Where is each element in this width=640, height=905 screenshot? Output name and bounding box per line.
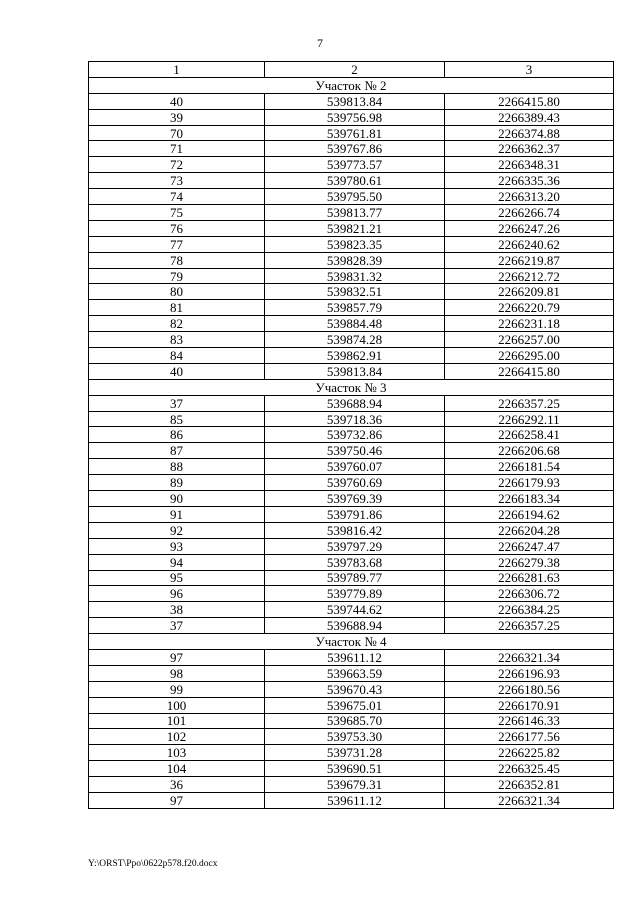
y-coordinate-cell: 2266321.34	[445, 649, 614, 665]
table-row	[89, 236, 614, 252]
x-coordinate-cell: 539611.12	[265, 649, 445, 665]
table-row	[89, 761, 614, 777]
point-number-cell: 37	[89, 395, 265, 411]
y-coordinate-cell: 2266306.72	[445, 586, 614, 602]
x-coordinate-cell: 539780.61	[265, 173, 445, 189]
y-coordinate-cell: 2266348.31	[445, 157, 614, 173]
point-number-cell: 80	[89, 284, 265, 300]
point-number-cell: 40	[89, 363, 265, 379]
point-number-cell: 97	[89, 649, 265, 665]
y-coordinate-cell: 2266170.91	[445, 697, 614, 713]
table-row	[89, 157, 614, 173]
table-row	[89, 268, 614, 284]
point-number-cell: 100	[89, 697, 265, 713]
y-coordinate-cell: 2266258.41	[445, 427, 614, 443]
table-row	[89, 332, 614, 348]
y-coordinate-cell: 2266196.93	[445, 665, 614, 681]
point-number-cell: 71	[89, 141, 265, 157]
point-number-cell: 102	[89, 729, 265, 745]
x-coordinate-cell: 539753.30	[265, 729, 445, 745]
x-coordinate-cell: 539756.98	[265, 109, 445, 125]
table-row	[89, 602, 614, 618]
table-row	[89, 125, 614, 141]
y-coordinate-cell: 2266212.72	[445, 268, 614, 284]
y-coordinate-cell: 2266183.34	[445, 491, 614, 507]
y-coordinate-cell: 2266295.00	[445, 348, 614, 364]
table-row	[89, 411, 614, 427]
table-body	[89, 77, 614, 808]
x-coordinate-cell: 539670.43	[265, 681, 445, 697]
table-row	[89, 93, 614, 109]
y-coordinate-cell: 2266240.62	[445, 236, 614, 252]
column-header: 3	[445, 62, 614, 78]
x-coordinate-cell: 539688.94	[265, 618, 445, 634]
x-coordinate-cell: 539779.89	[265, 586, 445, 602]
y-coordinate-cell: 2266279.38	[445, 554, 614, 570]
x-coordinate-cell: 539832.51	[265, 284, 445, 300]
y-coordinate-cell: 2266220.79	[445, 300, 614, 316]
table-row	[89, 745, 614, 761]
x-coordinate-cell: 539828.39	[265, 252, 445, 268]
x-coordinate-cell: 539767.86	[265, 141, 445, 157]
y-coordinate-cell: 2266180.56	[445, 681, 614, 697]
y-coordinate-cell: 2266313.20	[445, 189, 614, 205]
point-number-cell: 79	[89, 268, 265, 284]
y-coordinate-cell: 2266181.54	[445, 459, 614, 475]
table-row	[89, 284, 614, 300]
table-row	[89, 205, 614, 221]
point-number-cell: 87	[89, 443, 265, 459]
x-coordinate-cell: 539690.51	[265, 761, 445, 777]
table-row	[89, 363, 614, 379]
x-coordinate-cell: 539884.48	[265, 316, 445, 332]
y-coordinate-cell: 2266374.88	[445, 125, 614, 141]
table-row	[89, 697, 614, 713]
table-row	[89, 681, 614, 697]
x-coordinate-cell: 539821.21	[265, 220, 445, 236]
point-number-cell: 78	[89, 252, 265, 268]
x-coordinate-cell: 539791.86	[265, 506, 445, 522]
x-coordinate-cell: 539744.62	[265, 602, 445, 618]
table-row	[89, 522, 614, 538]
table-row	[89, 395, 614, 411]
table-row	[89, 586, 614, 602]
page-number: 7	[317, 36, 323, 50]
x-coordinate-cell: 539688.94	[265, 395, 445, 411]
y-coordinate-cell: 2266194.62	[445, 506, 614, 522]
y-coordinate-cell: 2266281.63	[445, 570, 614, 586]
x-coordinate-cell: 539663.59	[265, 665, 445, 681]
y-coordinate-cell: 2266177.56	[445, 729, 614, 745]
y-coordinate-cell: 2266362.37	[445, 141, 614, 157]
y-coordinate-cell: 2266247.26	[445, 220, 614, 236]
x-coordinate-cell: 539795.50	[265, 189, 445, 205]
point-number-cell: 96	[89, 586, 265, 602]
table-row	[89, 300, 614, 316]
table-row	[89, 443, 614, 459]
table-row	[89, 475, 614, 491]
x-coordinate-cell: 539679.31	[265, 777, 445, 793]
x-coordinate-cell: 539857.79	[265, 300, 445, 316]
y-coordinate-cell: 2266247.47	[445, 538, 614, 554]
table-row	[89, 777, 614, 793]
x-coordinate-cell: 539813.84	[265, 93, 445, 109]
y-coordinate-cell: 2266352.81	[445, 777, 614, 793]
x-coordinate-cell: 539718.36	[265, 411, 445, 427]
table-row	[89, 618, 614, 634]
table-row	[89, 141, 614, 157]
y-coordinate-cell: 2266415.80	[445, 363, 614, 379]
point-number-cell: 85	[89, 411, 265, 427]
point-number-cell: 81	[89, 300, 265, 316]
footer-file-path: Y:\ORST\Ppo\0622p578.f20.docx	[88, 859, 218, 869]
table-row	[89, 348, 614, 364]
x-coordinate-cell: 539813.77	[265, 205, 445, 221]
table-row	[89, 491, 614, 507]
y-coordinate-cell: 2266257.00	[445, 332, 614, 348]
y-coordinate-cell: 2266219.87	[445, 252, 614, 268]
section-title-row	[89, 634, 614, 650]
x-coordinate-cell: 539874.28	[265, 332, 445, 348]
y-coordinate-cell: 2266384.25	[445, 602, 614, 618]
table-row	[89, 554, 614, 570]
point-number-cell: 84	[89, 348, 265, 364]
point-number-cell: 91	[89, 506, 265, 522]
point-number-cell: 72	[89, 157, 265, 173]
table-row	[89, 109, 614, 125]
x-coordinate-cell: 539675.01	[265, 697, 445, 713]
y-coordinate-cell: 2266389.43	[445, 109, 614, 125]
y-coordinate-cell: 2266266.74	[445, 205, 614, 221]
point-number-cell: 75	[89, 205, 265, 221]
point-number-cell: 77	[89, 236, 265, 252]
x-coordinate-cell: 539823.35	[265, 236, 445, 252]
x-coordinate-cell: 539783.68	[265, 554, 445, 570]
table-row	[89, 173, 614, 189]
y-coordinate-cell: 2266204.28	[445, 522, 614, 538]
point-number-cell: 40	[89, 93, 265, 109]
table-row	[89, 427, 614, 443]
y-coordinate-cell: 2266335.36	[445, 173, 614, 189]
point-number-cell: 104	[89, 761, 265, 777]
y-coordinate-cell: 2266357.25	[445, 395, 614, 411]
y-coordinate-cell: 2266325.45	[445, 761, 614, 777]
section-title: Участок № 3	[89, 379, 614, 395]
point-number-cell: 92	[89, 522, 265, 538]
table-row	[89, 538, 614, 554]
x-coordinate-cell: 539760.69	[265, 475, 445, 491]
y-coordinate-cell: 2266209.81	[445, 284, 614, 300]
x-coordinate-cell: 539750.46	[265, 443, 445, 459]
table-row	[89, 570, 614, 586]
y-coordinate-cell: 2266179.93	[445, 475, 614, 491]
y-coordinate-cell: 2266357.25	[445, 618, 614, 634]
table-row	[89, 665, 614, 681]
x-coordinate-cell: 539813.84	[265, 363, 445, 379]
point-number-cell: 103	[89, 745, 265, 761]
x-coordinate-cell: 539685.70	[265, 713, 445, 729]
point-number-cell: 70	[89, 125, 265, 141]
point-number-cell: 101	[89, 713, 265, 729]
y-coordinate-cell: 2266146.33	[445, 713, 614, 729]
point-number-cell: 39	[89, 109, 265, 125]
point-number-cell: 88	[89, 459, 265, 475]
x-coordinate-cell: 539816.42	[265, 522, 445, 538]
table-header-row	[89, 62, 614, 78]
x-coordinate-cell: 539773.57	[265, 157, 445, 173]
point-number-cell: 93	[89, 538, 265, 554]
point-number-cell: 37	[89, 618, 265, 634]
x-coordinate-cell: 539769.39	[265, 491, 445, 507]
table-row	[89, 459, 614, 475]
x-coordinate-cell: 539789.77	[265, 570, 445, 586]
point-number-cell: 73	[89, 173, 265, 189]
table-row	[89, 729, 614, 745]
x-coordinate-cell: 539831.32	[265, 268, 445, 284]
y-coordinate-cell: 2266206.68	[445, 443, 614, 459]
x-coordinate-cell: 539761.81	[265, 125, 445, 141]
table-row	[89, 792, 614, 808]
x-coordinate-cell: 539797.29	[265, 538, 445, 554]
point-number-cell: 86	[89, 427, 265, 443]
table-row	[89, 649, 614, 665]
point-number-cell: 95	[89, 570, 265, 586]
table-row	[89, 713, 614, 729]
coordinates-table	[88, 61, 614, 809]
point-number-cell: 90	[89, 491, 265, 507]
x-coordinate-cell: 539732.86	[265, 427, 445, 443]
point-number-cell: 83	[89, 332, 265, 348]
point-number-cell: 98	[89, 665, 265, 681]
section-title: Участок № 2	[89, 77, 614, 93]
y-coordinate-cell: 2266292.11	[445, 411, 614, 427]
table-row	[89, 252, 614, 268]
table-row	[89, 316, 614, 332]
point-number-cell: 97	[89, 792, 265, 808]
x-coordinate-cell: 539760.07	[265, 459, 445, 475]
section-title: Участок № 4	[89, 634, 614, 650]
x-coordinate-cell: 539862.91	[265, 348, 445, 364]
y-coordinate-cell: 2266225.82	[445, 745, 614, 761]
point-number-cell: 82	[89, 316, 265, 332]
y-coordinate-cell: 2266231.18	[445, 316, 614, 332]
point-number-cell: 38	[89, 602, 265, 618]
point-number-cell: 76	[89, 220, 265, 236]
table-row	[89, 189, 614, 205]
point-number-cell: 94	[89, 554, 265, 570]
x-coordinate-cell: 539611.12	[265, 792, 445, 808]
point-number-cell: 99	[89, 681, 265, 697]
point-number-cell: 89	[89, 475, 265, 491]
x-coordinate-cell: 539731.28	[265, 745, 445, 761]
y-coordinate-cell: 2266321.34	[445, 792, 614, 808]
y-coordinate-cell: 2266415.80	[445, 93, 614, 109]
table-row	[89, 220, 614, 236]
section-title-row	[89, 77, 614, 93]
table-row	[89, 506, 614, 522]
column-header: 2	[265, 62, 445, 78]
point-number-cell: 36	[89, 777, 265, 793]
column-header: 1	[89, 62, 265, 78]
point-number-cell: 74	[89, 189, 265, 205]
section-title-row	[89, 379, 614, 395]
